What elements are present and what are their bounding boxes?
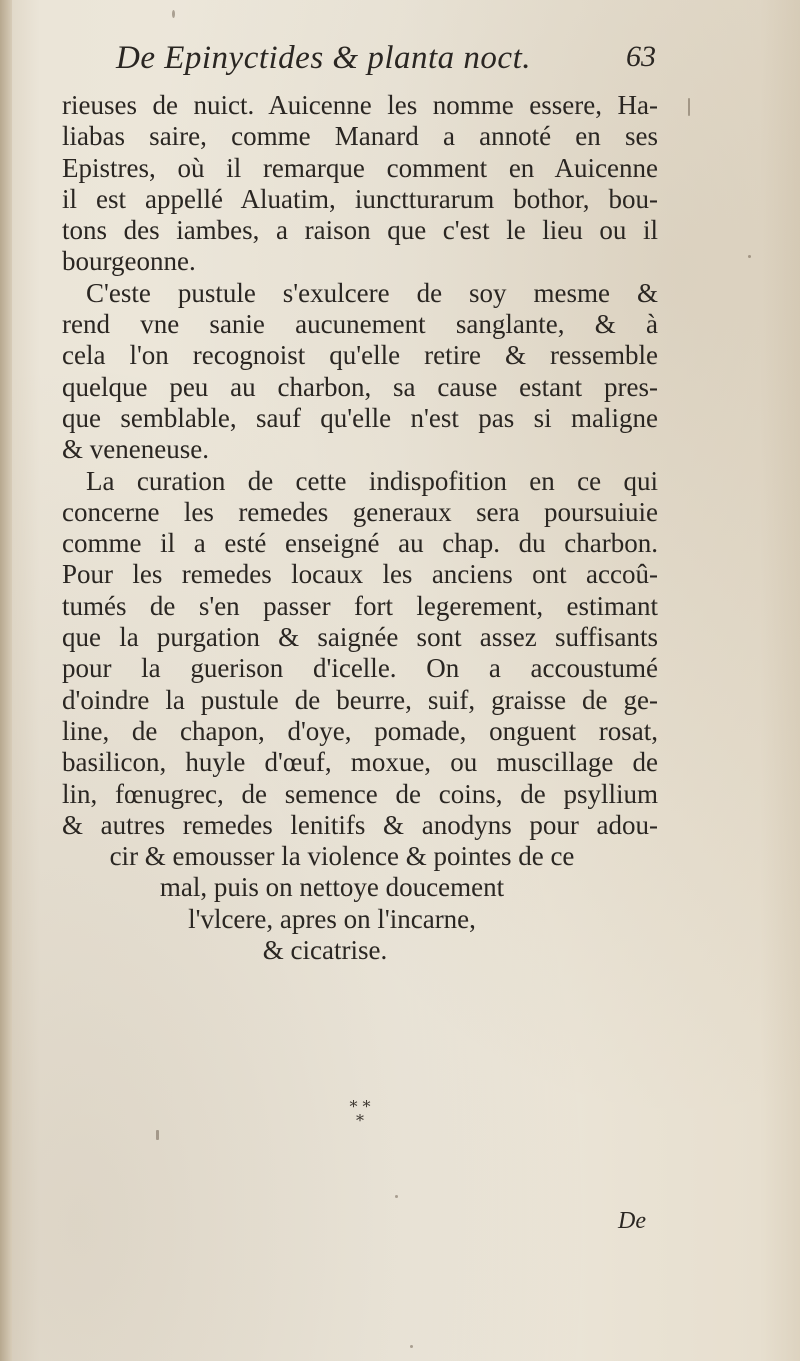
text-line: quelque peu au charbon, sa cause estant pres- <box>62 371 658 402</box>
text-line: cir & emousser la violence & pointes de ce <box>109 841 575 872</box>
text-line: bourgeonne. <box>62 246 196 277</box>
page-header <box>116 40 656 86</box>
text-line: C'este pustule s'exulcere de soy mesme & <box>86 277 658 308</box>
paper-blemish <box>395 1195 398 1198</box>
text-line: & veneneuse. <box>62 434 209 465</box>
paper-blemish <box>688 98 690 116</box>
text-line: & autres remedes lenitifs & anodyns pour adou- <box>62 809 658 840</box>
page-spine-edge <box>0 0 12 1361</box>
catchword: De <box>618 1208 646 1234</box>
text-line: mal, puis on nettoye doucement <box>159 872 505 903</box>
text-line: Pour les remedes locaux les anciens ont accoû- <box>62 559 658 590</box>
ornament-top-stars: * * <box>349 1097 371 1116</box>
text-line: comme il a esté enseigné au chap. du charbon. <box>62 528 658 559</box>
running-head: De Epinyctides & planta noct. <box>116 40 531 76</box>
text-line: Epistres, où il remarque comment en Auicenne <box>62 152 658 183</box>
text-line: tons des iambes, a raison que c'est le lieu ou il <box>62 215 658 246</box>
paper-blemish <box>748 255 751 258</box>
text-line: basilicon, huyle d'œuf, moxue, ou muscillage de <box>62 747 658 778</box>
text-line: pour la guerison d'icelle. On a accoustumé <box>62 653 658 684</box>
text-line: que la purgation & saignée sont assez suffisants <box>62 622 658 653</box>
paper-blemish <box>172 10 175 18</box>
text-line: concerne les remedes generaux sera poursuiuie <box>62 496 658 527</box>
text-line: cela l'on recognoist qu'elle retire & ressemble <box>62 340 658 371</box>
text-line: liabas saire, comme Manard a annoté en ses <box>62 121 658 152</box>
text-line: que semblable, sauf qu'elle n'est pas si maligne <box>62 402 658 433</box>
page-number: 63 <box>626 40 656 73</box>
body-text <box>62 90 658 966</box>
paper-blemish <box>156 1130 159 1140</box>
text-line: La curation de cette indispofition en ce qui <box>86 465 658 496</box>
text-line: & cicatrise. <box>262 935 388 966</box>
closing-ornament <box>330 1097 390 1130</box>
ornament-bottom-star: * <box>356 1111 364 1130</box>
text-line: il est appellé Aluatim, iunctturarum bothor, bou- <box>62 183 658 214</box>
text-line: rend vne sanie aucunement sanglante, & à <box>62 309 658 340</box>
paper-blemish <box>410 1345 413 1348</box>
text-line: lin, fœnugrec, de semence de coins, de psyllium <box>62 778 658 809</box>
text-line: rieuses de nuict. Auicenne les nomme essere, Ha- <box>62 90 658 120</box>
text-line: l'vlcere, apres on l'incarne, <box>188 903 476 934</box>
text-line: tumés de s'en passer fort legerement, estimant <box>62 590 658 621</box>
text-line: d'oindre la pustule de beurre, suif, graisse de ge- <box>62 684 658 715</box>
text-line: line, de chapon, d'oye, pomade, onguent rosat, <box>62 715 658 746</box>
